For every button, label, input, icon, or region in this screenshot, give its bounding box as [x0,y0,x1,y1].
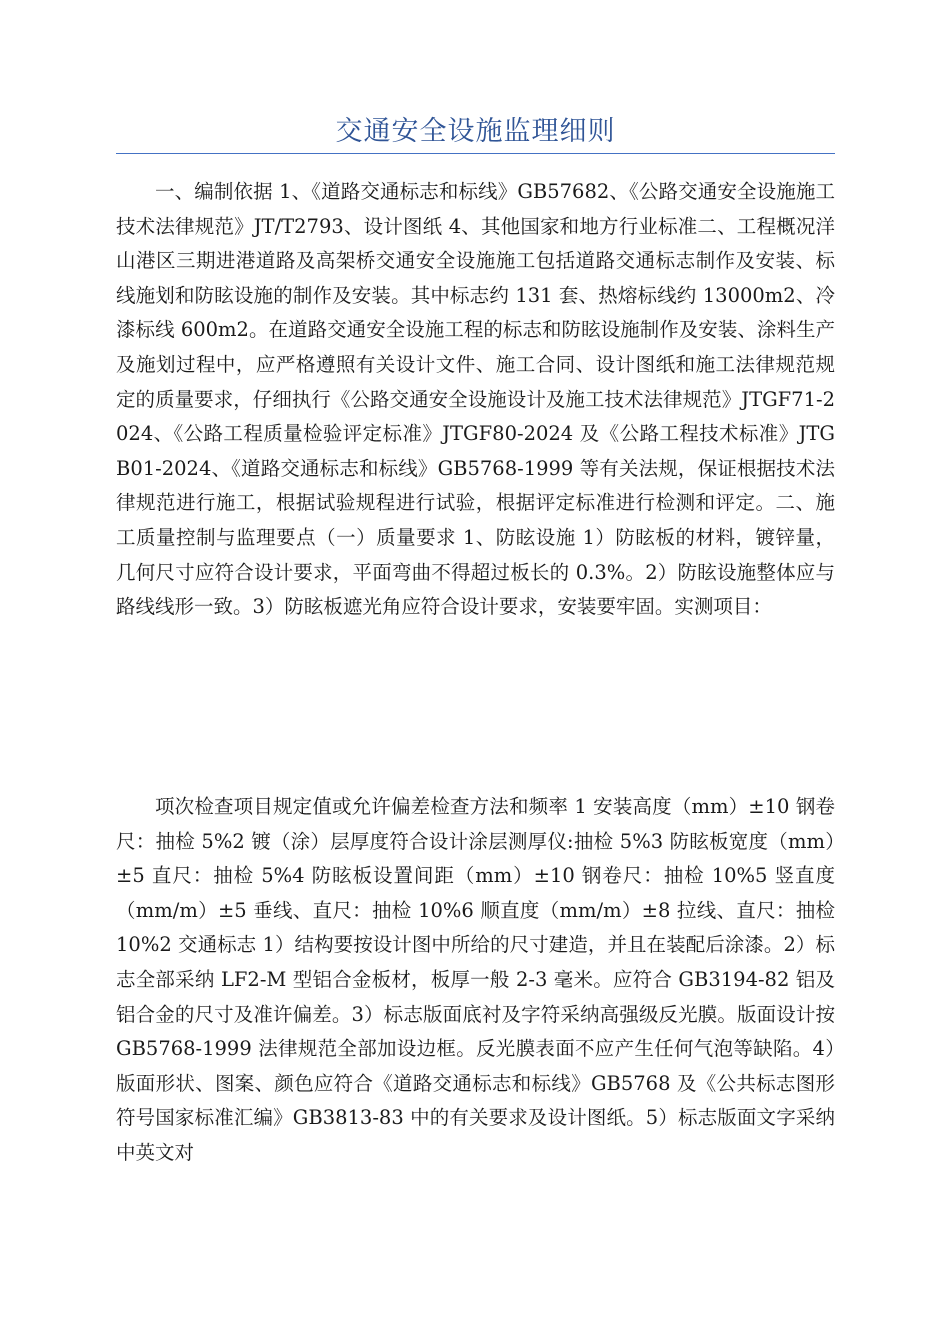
title-underline [116,153,835,154]
body-paragraph-2: 项次检查项目规定值或允许偏差检查方法和频率 1 安装高度（mm）±10 钢卷尺：抽检 5%2 镀（涂）层厚度符合设计涂层测厚仪:抽检 5%3 防眩板宽度（mm）±5 直尺：抽检 5%4 防眩板设置间距（mm）±10 钢卷尺：抽检 10%5 竖直度（mm/m）±5 垂线、直尺：抽检 10%6 顺直度（mm/m）±8 拉线、直尺：抽检 10%2 交通标志 1）结构要按设计图中所给的尺寸建造，并且在装配后涂漆。2）标志全部采纳 LF2-M 型铝合金板材，板厚一般 2-3 毫米。应符合 GB3194-82 铝及铝合金的尺寸及准许偏差。3）标志版面底衬及字符采纳高强级反光膜。版面设计按 GB5768-1999 法律规范全部加设边框。反光膜表面不应产生任何气泡等缺陷。4）版面形状、图案、颜色应符合《道路交通标志和标线》GB5768 及《公共标志图形符号国家标准汇编》GB3813-83 中的有关要求及设计图纸。5）标志版面文字采纳中英文对 [116,795,835,1164]
body-paragraph-1: 一、编制依据 1、《道路交通标志和标线》GB57682、《公路交通安全设施施工技术法律规范》JT/T2793、设计图纸 4、其他国家和地方行业标准二、工程概况洋山港区三期进港道路及高架桥交通安全设施施工包括道路交通标志制作及安装、标线施划和防眩设施的制作及安装。其中标志约 131 套、热熔标线约 13000m2、冷漆标线 600m2。在道路交通安全设施工程的标志和防眩设施制作及安装、涂料生产及施划过程中，应严格遵照有关设计文件、施工合同、设计图纸和施工法律规范规定的质量要求，仔细执行《公路交通安全设施设计及施工技术法律规范》JTGF71-2024、《公路工程质量检验评定标准》JTGF80-2024 及《公路工程技术标准》JTGB01-2024、《道路交通标志和标线》GB5768-1999 等有关法规，保证根据技术法律规范进行施工，根据试验规程进行试验，根据评定标准进行检测和评定。二、施工质量控制与监理要点（一）质量要求 1、防眩设施 1）防眩板的材料，镀锌量，几何尺寸应符合设计要求，平面弯曲不得超过板长的 0.3%。2）防眩设施整体应与路线线形一致。3）防眩板遮光角应符合设计要求，安装要牢固。实测项目： [116,180,835,619]
document-title: 交通安全设施监理细则 [335,116,616,147]
